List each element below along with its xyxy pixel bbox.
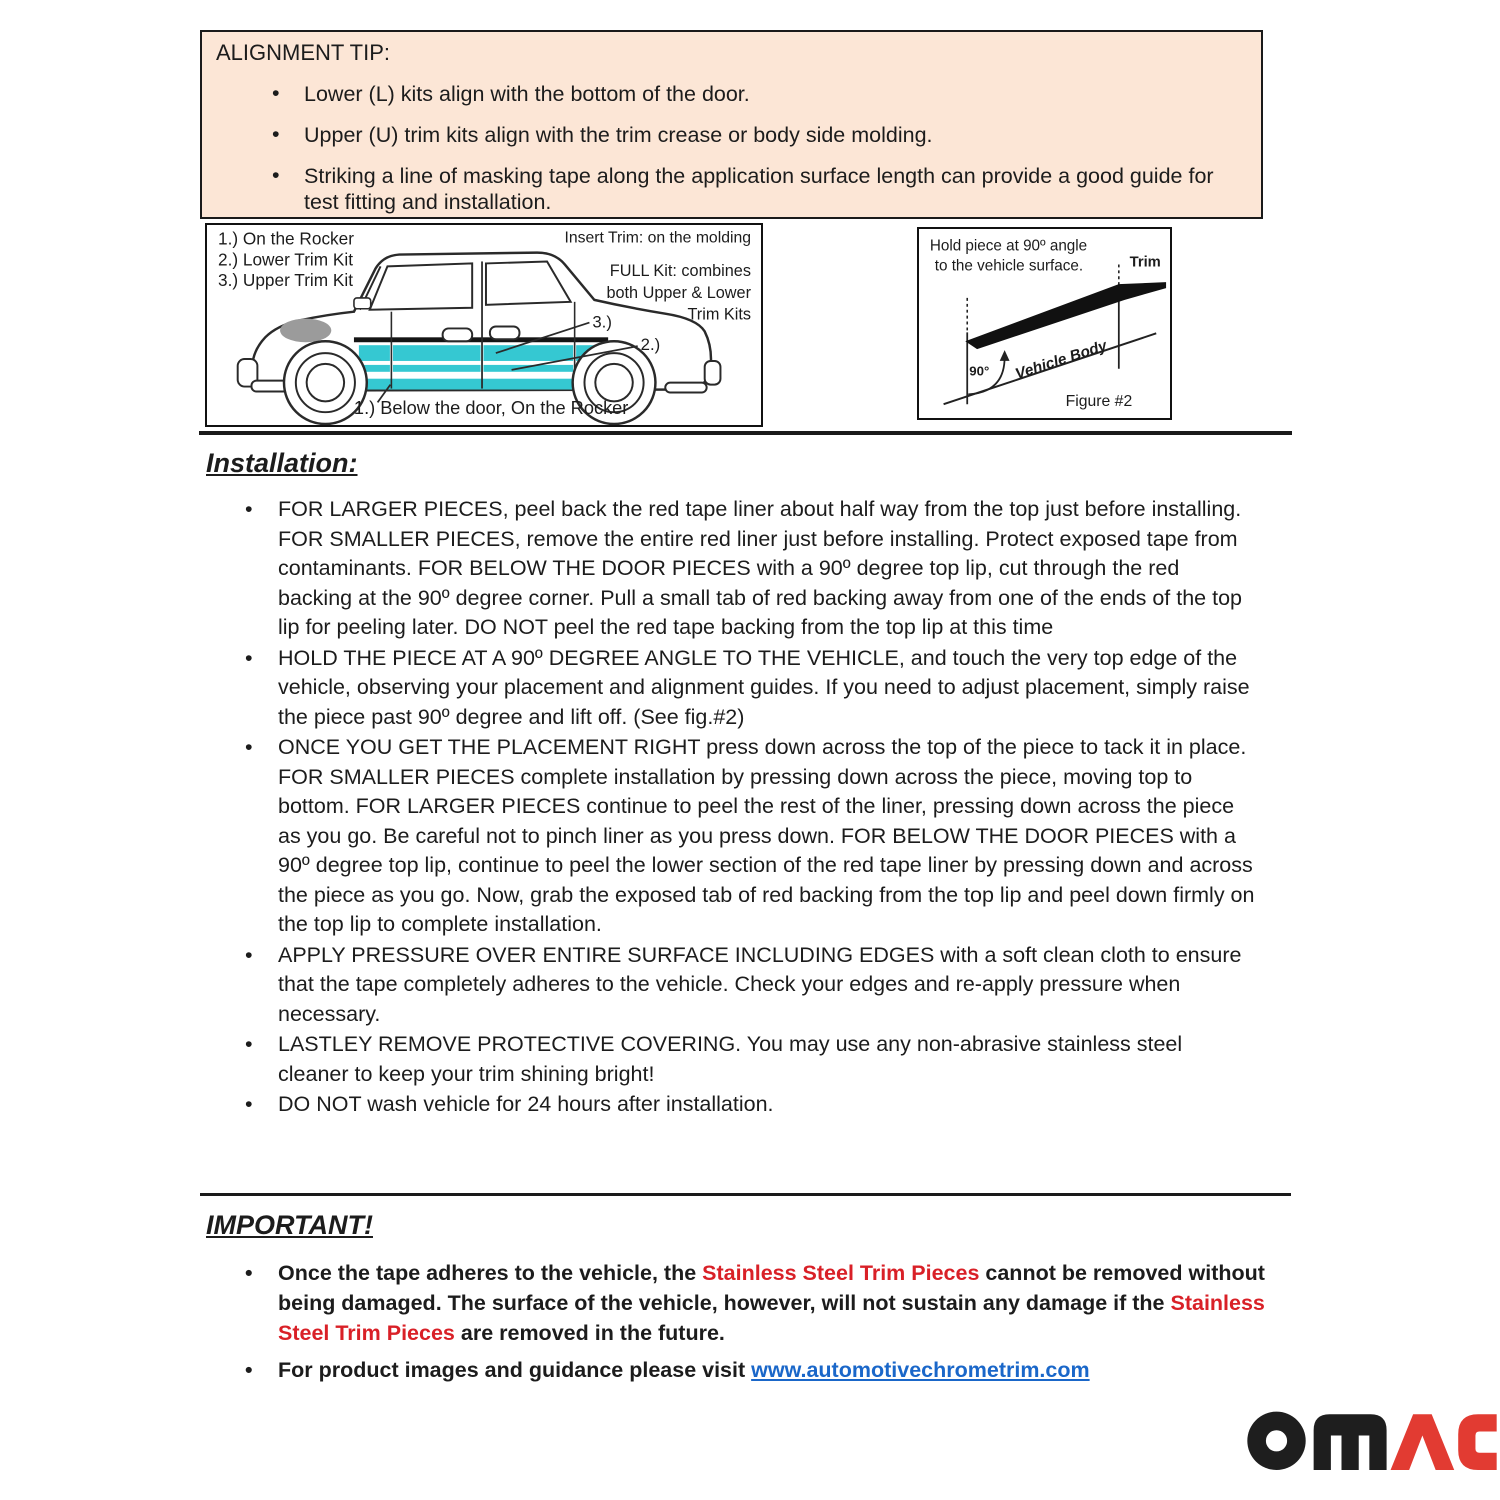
full-kit-note-line2: both Upper & Lower (606, 283, 751, 302)
car-legend-2: 2.) Lower Trim Kit (217, 249, 354, 270)
full-kit-note-line1: FULL Kit: combines (609, 262, 751, 281)
vehicle-body-label: Vehicle Body (1013, 337, 1110, 383)
installation-step: • DO NOT wash vehicle for 24 hours after installation. (278, 1090, 1258, 1120)
car-trim-diagram (205, 223, 763, 427)
logo-letter-c (1458, 1414, 1496, 1470)
installation-heading: Installation: (206, 448, 358, 478)
important-text: Once the tape adheres to the vehicle, the (278, 1261, 703, 1285)
arrow-up-icon (1000, 350, 1010, 361)
website-link[interactable]: www.automotivechrometrim.com (751, 1358, 1090, 1382)
installation-step: • ONCE YOU GET THE PLACEMENT RIGHT press down across the top of the piece to tack it in place. FOR SMALLER PIECES complete installation by pressing down across the piece, moving top to bottom. FOR LARGER PIECES continue to peel the rest of the liner, pressing down across the piece as you go. Be careful not to pinch liner as you press down. FOR BELOW THE DOOR PIECES with a 90º degree top lip, continue to peel the lower section of the red tape liner by pressing down and across the piece as you go. Now, grab the exposed tab of red backing from the top lip and peel down firmly on the top lip to complete installation. (278, 733, 1258, 940)
important-text: are removed in the future. (454, 1321, 725, 1345)
figure2-caption-line2: to the vehicle surface. (934, 257, 1084, 275)
important-heading: IMPORTANT! (206, 1210, 373, 1240)
alignment-tip-item: • Lower (L) kits align with the bottom of the door. (304, 81, 1247, 107)
rocker-trim-band (364, 379, 575, 390)
upper-trim-band (359, 345, 596, 361)
installation-step: • FOR LARGER PIECES, peel back the red tape liner about half way from the top just before installing. FOR SMALLER PIECES, remove the entire red liner just before installing. Protect exposed tape from contaminants. FOR BELOW THE DOOR PIECES with a 90º degree top lip, cut through the red backing at the 90º degree corner. Pull a small tab of red backing away from one of the ends of the top lip for peeling later. DO NOT peel the red tape backing from the top lip at this time (278, 495, 1258, 643)
logo-letter-a (1391, 1414, 1455, 1470)
door-handle (490, 326, 520, 339)
full-kit-note-line3: Trim Kits (687, 305, 751, 324)
car-diagram-drawing (207, 225, 761, 425)
car-legend-3: 3.) Upper Trim Kit (217, 270, 354, 291)
callout-2: 2.) (640, 335, 661, 355)
logo-letter-m (1314, 1414, 1387, 1470)
important-note (278, 1258, 1268, 1348)
trim-piece-shape (965, 282, 1166, 349)
important-text: For product images and guidance please visit (278, 1358, 752, 1382)
installation-list (200, 495, 1258, 1121)
alignment-tip-item: • Striking a line of masking tape along the application surface length can provide a good guide for test fitting and installation. (304, 163, 1247, 215)
figure2-caption-line1: Hold piece at 90º angle (929, 237, 1088, 255)
stainless-steel-emphasis: Stainless Steel Trim Pieces (278, 1291, 1265, 1345)
installation-step: • APPLY PRESSURE OVER ENTIRE SURFACE INCLUDING EDGES with a soft clean cloth to ensure that the tape completely adheres to the vehicle. Check your edges and re-apply pressure when necessary. (278, 941, 1258, 1030)
installation-step: • HOLD THE PIECE AT A 90º DEGREE ANGLE TO THE VEHICLE, and touch the very top edge of the vehicle, observing your placement and alignment guides. If you need to adjust placement, simply raise the piece past 90º degree and lift off. (See fig.#2) (278, 644, 1258, 733)
side-mirror (354, 298, 371, 309)
hood-shadow (280, 319, 331, 343)
alignment-tip-title: ALIGNMENT TIP: (216, 40, 391, 65)
stainless-steel-emphasis: Stainless Steel Trim Pieces (702, 1261, 980, 1285)
angle-90-label: 90° (969, 363, 990, 379)
insert-trim-note: Insert Trim: on the molding (564, 229, 751, 247)
section-divider (200, 1193, 1291, 1196)
figure-2-drawing (919, 229, 1170, 418)
alignment-tip-list (216, 81, 1247, 215)
important-list (200, 1258, 1268, 1392)
important-note (278, 1355, 1268, 1385)
figure2-label: Figure #2 (1065, 393, 1133, 411)
trim-label: Trim (1129, 254, 1161, 271)
lower-trim-band (359, 365, 596, 372)
figures-underline (199, 431, 1292, 435)
callout-3: 3.) (592, 312, 612, 332)
car-legend-1: 1.) On the Rocker (217, 228, 355, 249)
door-handle (443, 328, 473, 341)
front-window (370, 263, 472, 309)
figure-2-box (917, 227, 1172, 420)
omac-logo (1246, 1406, 1498, 1473)
callout-1: 1.) Below the door, On the Rocker (353, 398, 629, 419)
alignment-tip-box (200, 30, 1263, 219)
omac-logo-graphic (1246, 1406, 1498, 1473)
important-text: cannot be removed without being damaged. The surface of the vehicle, however, will not sustain any damage if the (278, 1261, 1265, 1315)
rear-bumper (705, 361, 721, 385)
installation-step: • LASTLEY REMOVE PROTECTIVE COVERING. You may use any non-abrasive stainless steel cleaner to keep your trim shining bright! (278, 1030, 1258, 1089)
alignment-tip-item: • Upper (U) trim kits align with the trim crease or body side molding. (304, 122, 1247, 148)
